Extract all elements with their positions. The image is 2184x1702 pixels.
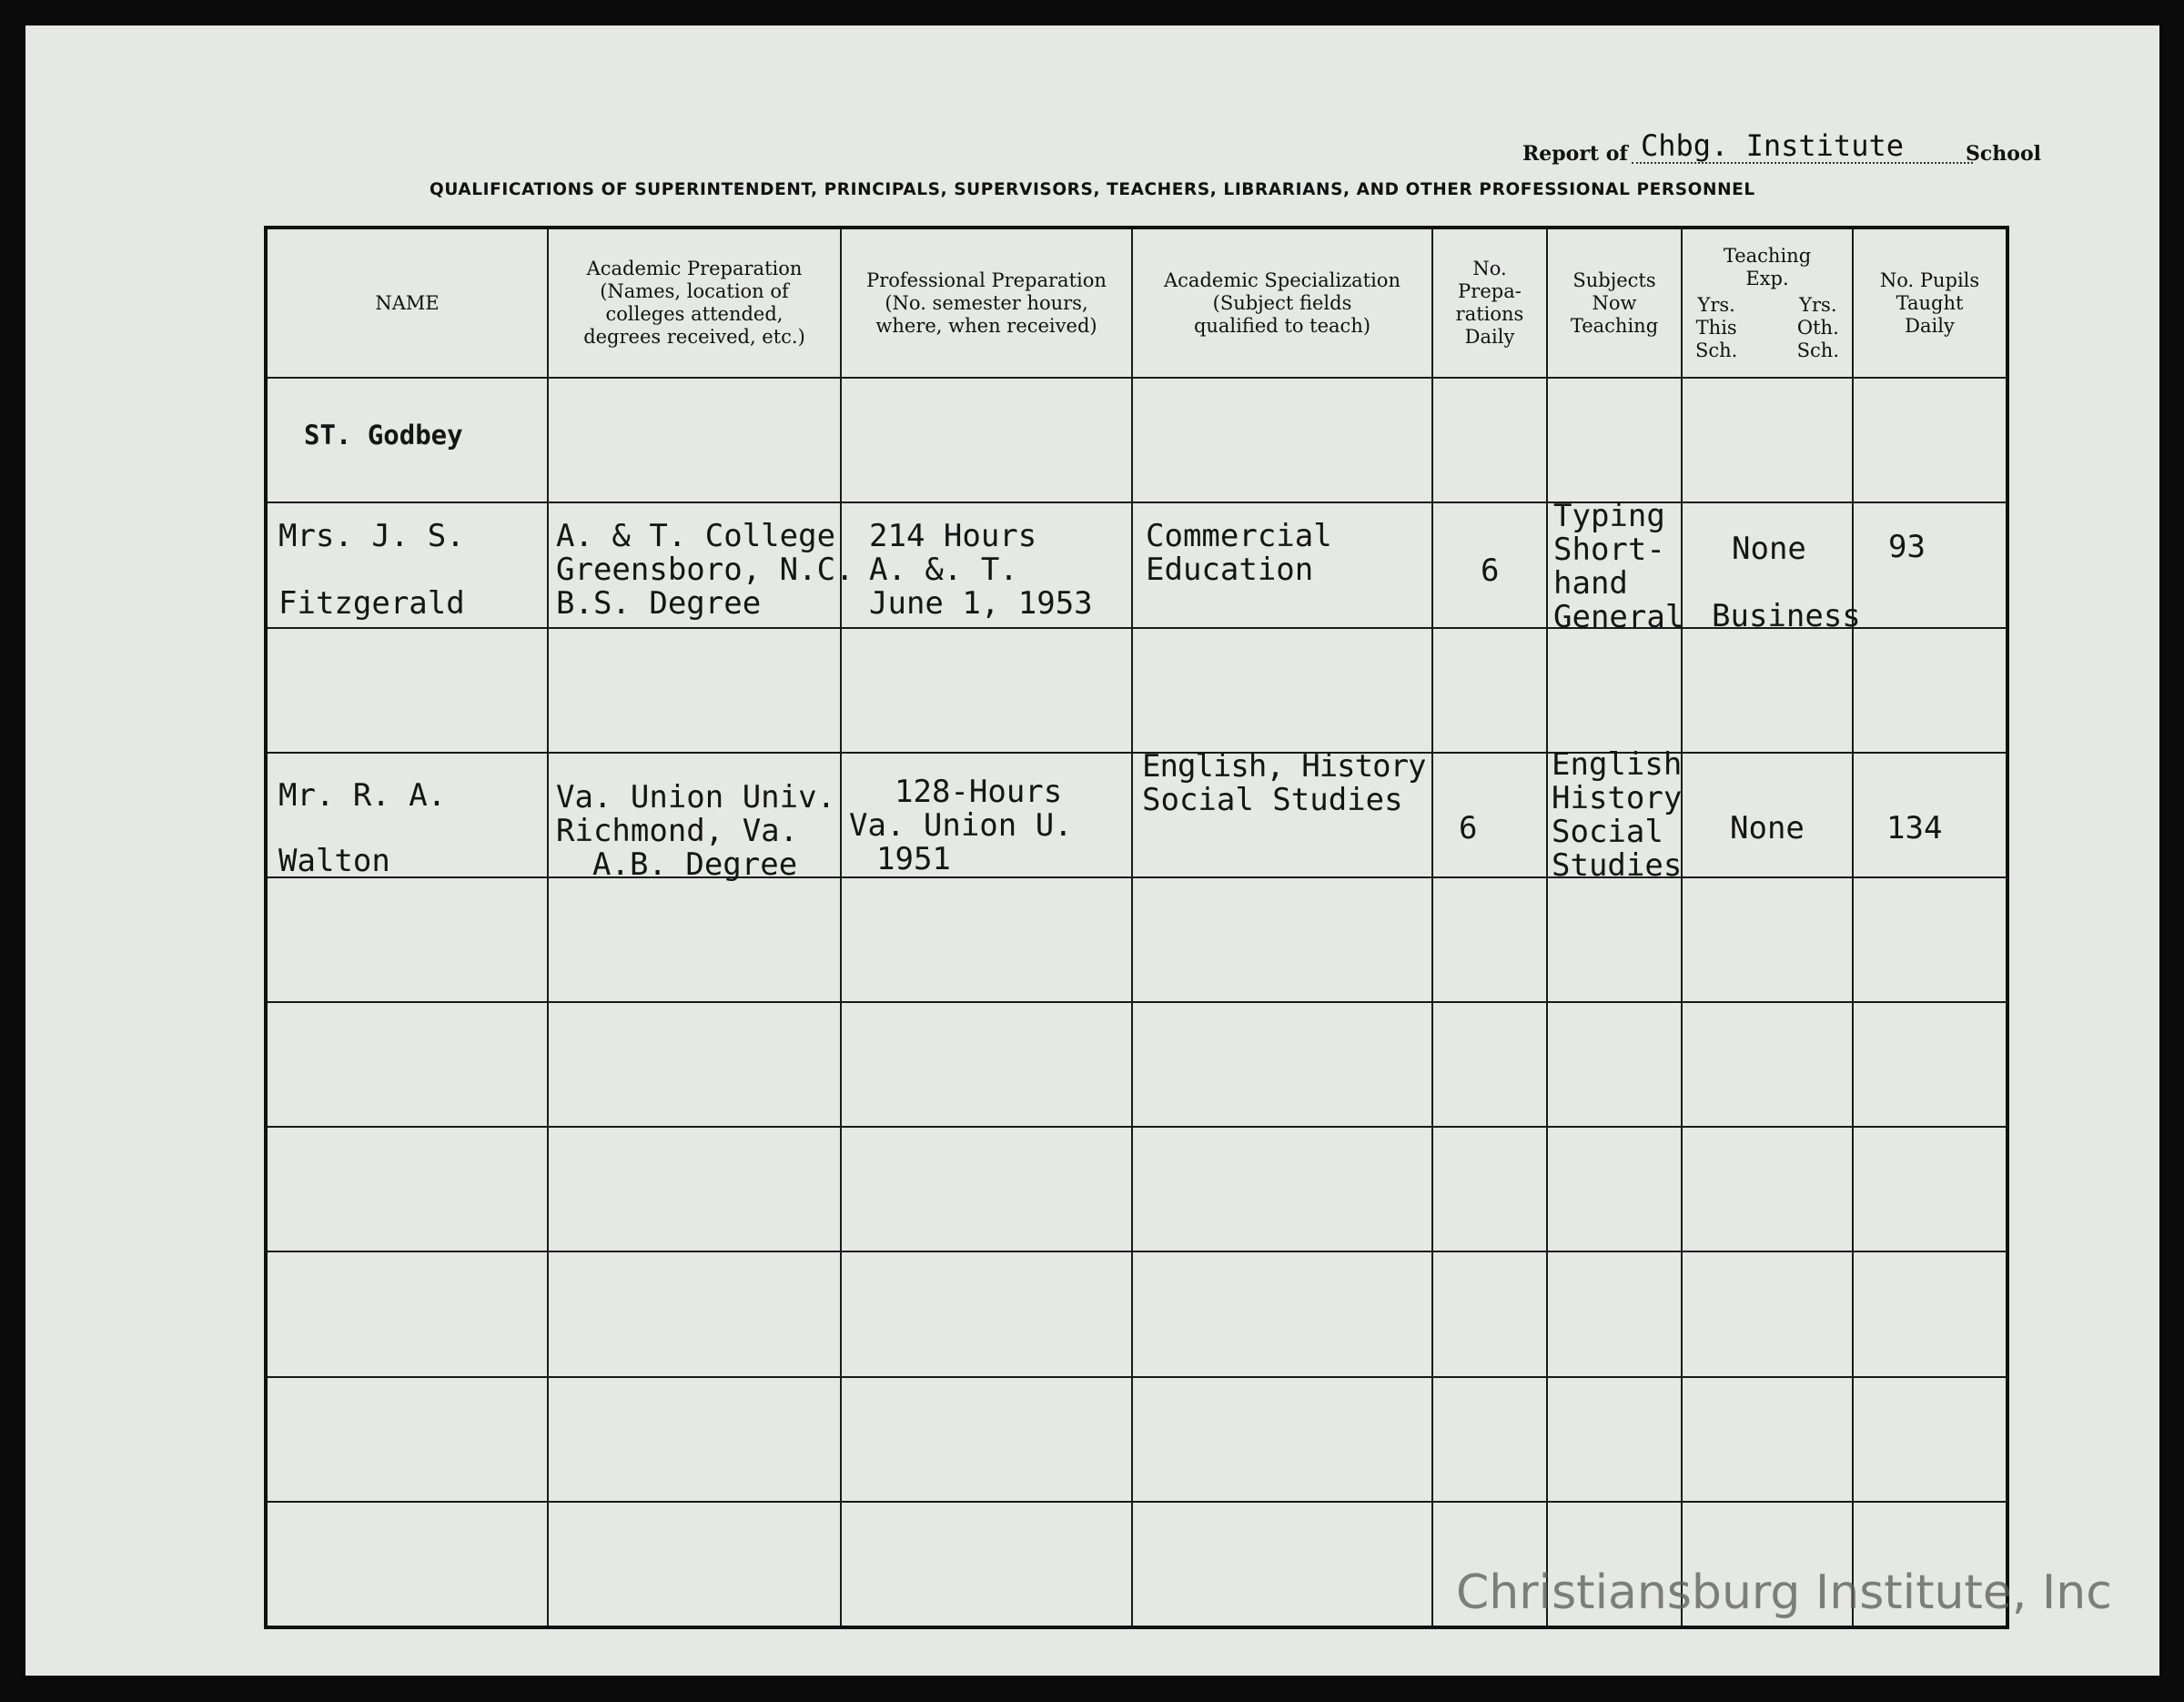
header-yrs-this-school: Yrs. This Sch.	[1695, 293, 1738, 361]
table-row	[266, 628, 2007, 753]
table-row	[266, 877, 2007, 1002]
header-professional-preparation: Professional Preparation (No. semester hours, where, when received)	[841, 228, 1132, 378]
header-academic-preparation: Academic Preparation (Names, location of colleges attended, degrees received, etc.)	[548, 228, 841, 378]
section-label: ST. Godbey	[304, 420, 463, 451]
teacher-1-subjects: Typing Short- hand General	[1547, 502, 1682, 627]
teacher-2-academic: Va. Union Univ. Richmond, Va. A.B. Degree	[548, 753, 841, 877]
report-of-line	[1522, 120, 2041, 175]
teacher-1-preparations: 6	[1432, 502, 1547, 627]
teacher-1-experience: None Business	[1682, 502, 1853, 627]
table-row	[266, 502, 2007, 627]
header-row	[266, 228, 2007, 378]
watermark-text: Christiansburg Institute, Inc	[1456, 1565, 2112, 1620]
teacher-1-specialization: Commercial Education	[1132, 502, 1432, 627]
header-preparations-daily: No. Prepa- rations Daily	[1432, 228, 1547, 378]
teacher-2-preparations: 6	[1432, 753, 1547, 877]
teacher-1-name: Mrs. J. S. Fitzgerald	[266, 502, 548, 627]
school-name-value: Chbg. Institute	[1632, 129, 1973, 164]
teacher-1-pupils: 93	[1853, 502, 2007, 627]
school-label: School	[1966, 142, 2041, 166]
table-row	[266, 1127, 2007, 1251]
teacher-2-name: Mr. R. A. Walton	[266, 753, 548, 877]
header-subjects-now-teaching: Subjects Now Teaching	[1547, 228, 1682, 378]
header-teaching-experience: Teaching Exp. Yrs. This Sch. Yrs. Oth. Sch.	[1682, 228, 1853, 378]
table-row	[266, 378, 2007, 502]
table-row	[266, 1251, 2007, 1376]
teacher-2-subjects: English History Social Studies	[1547, 753, 1682, 877]
report-of-label: Report of	[1522, 142, 1628, 166]
personnel-table	[264, 226, 2009, 1629]
table-row	[266, 1002, 2007, 1127]
teacher-2-experience: None	[1682, 753, 1853, 877]
table-row	[266, 753, 2007, 877]
form-title: QUALIFICATIONS OF SUPERINTENDENT, PRINCIPALS, SUPERVISORS, TEACHERS, LIBRARIANS, AND OTHER PROFESSIONAL PERSONNEL	[430, 180, 1755, 199]
header-name: NAME	[266, 228, 548, 378]
teacher-2-pupils: 134	[1853, 753, 2007, 877]
header-yrs-other-school: Yrs. Oth. Sch.	[1796, 293, 1839, 361]
teacher-1-academic: A. & T. College Greensboro, N.C. B.S. Degree	[548, 502, 841, 627]
teacher-1-subjects-overflow: Business	[1712, 598, 1861, 635]
teacher-2-professional: 128-Hours Va. Union U. 1951	[841, 753, 1132, 877]
teacher-2-specialization: English, History Social Studies	[1132, 753, 1432, 877]
header-pupils-taught-daily: No. Pupils Taught Daily	[1853, 228, 2007, 378]
teacher-1-professional: 214 Hours A. &. T. June 1, 1953	[841, 502, 1132, 627]
header-academic-specialization: Academic Specialization (Subject fields qualified to teach)	[1132, 228, 1432, 378]
table-row	[266, 1377, 2007, 1502]
